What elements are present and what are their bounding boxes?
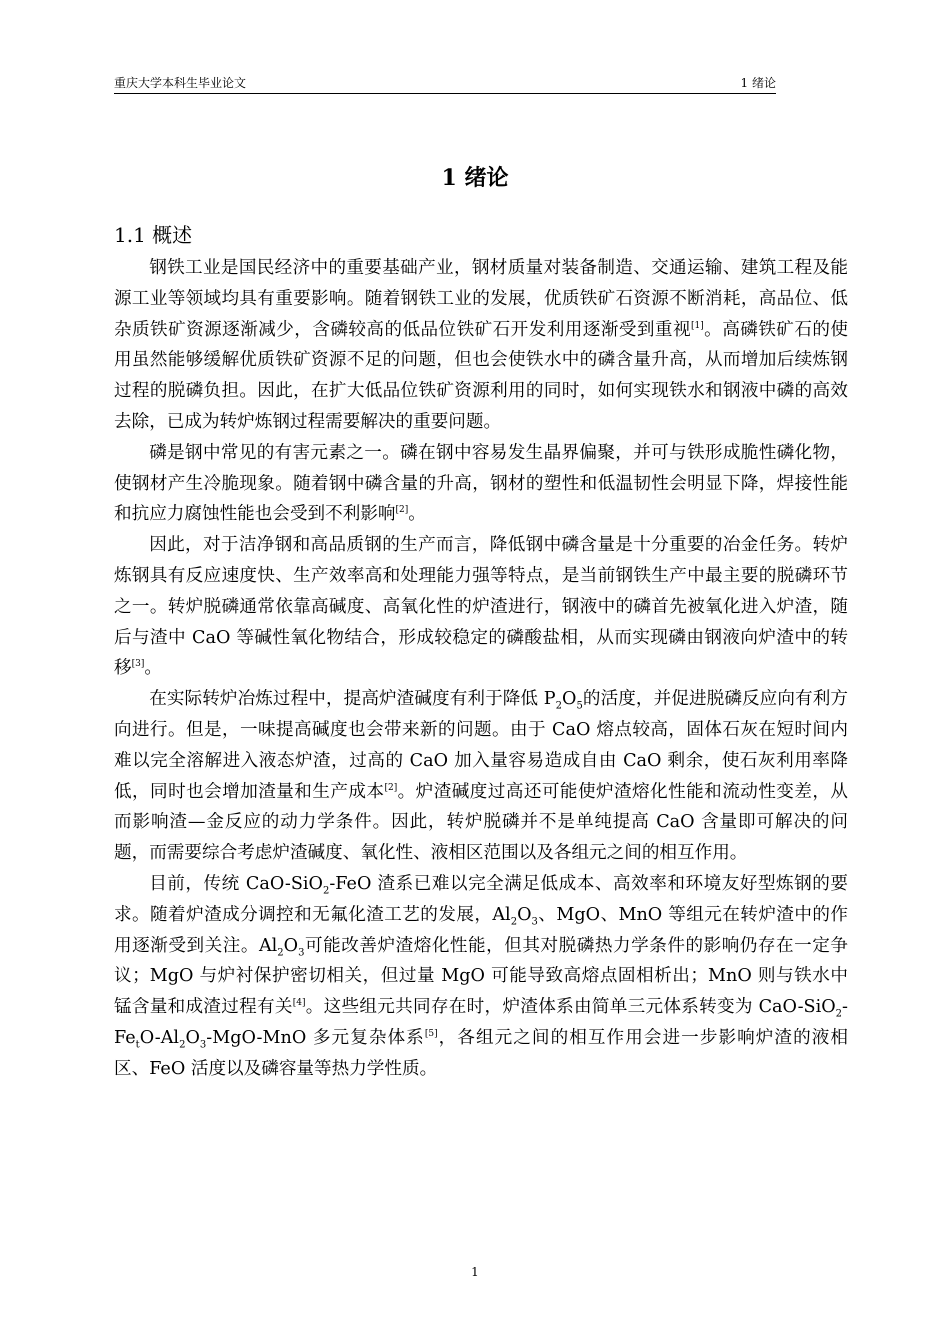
paragraph-text-run: -MgO-MnO 多元复杂体系 — [206, 1027, 425, 1048]
paragraph-text-run: O-Al — [139, 1027, 180, 1048]
citation-marker: [1] — [690, 320, 704, 331]
paragraph-text-run: 磷是钢中常见的有害元素之一。磷在钢中容易发生晶界偏聚，并可与铁形成脆性磷化物，使钢材产生冷脆现象。随着钢中磷含量的升高，钢材的塑性和低温韧性会明显下降，焊接性能和抗应力腐蚀性能也会受到不利影响 — [114, 442, 848, 525]
paragraph-text-run: O — [517, 904, 532, 925]
paragraph-text-run: 。 — [144, 658, 162, 679]
chemical-subscript: 2 — [277, 947, 284, 959]
paragraph-text-run: 、MgO、MnO 等组元在转炉渣中的作用逐渐受到关注。Al — [114, 904, 848, 956]
header-chapter-name: 1 绪论 — [740, 76, 776, 90]
paragraph-text-run: 目前，传统 CaO-SiO — [149, 873, 323, 894]
body-text — [114, 253, 848, 1085]
citation-marker: [3] — [131, 659, 145, 670]
paragraph-text-run: 。这些组元共同存在时，炉渣体系由简单三元体系转变为 CaO-SiO — [305, 997, 836, 1018]
chemical-subscript: 2 — [179, 1039, 186, 1051]
header-thesis-name: 重庆大学本科生毕业论文 — [114, 76, 247, 90]
citation-marker: [4] — [292, 998, 306, 1009]
paragraph-text-run: 可能改善炉渣熔化性能，但其对脱磷热力学条件的影响仍存在一定争议；MgO 与炉衬保护密切相关，但过量 MgO 可能导致高熔点固相析出；MnO 则与铁水中锰含量和成渣过程有关 — [114, 935, 848, 1018]
chemical-subscript: 2 — [835, 1008, 843, 1020]
section-title: 1.1 概述 — [114, 223, 193, 247]
running-header — [114, 75, 776, 94]
chemical-subscript: 2 — [510, 916, 518, 928]
body-paragraph — [114, 253, 848, 438]
chemical-subscript: 3 — [531, 916, 538, 928]
body-paragraph — [114, 869, 848, 1085]
body-paragraph — [114, 530, 848, 684]
chemical-subscript: 5 — [576, 700, 583, 712]
citation-marker: [2] — [395, 505, 409, 516]
paragraph-text-run: -Fe — [114, 997, 848, 1048]
chemical-subscript: t — [135, 1039, 140, 1051]
paragraph-text-run: 的活度，并促进脱磷反应向有利方向进行。但是，一味提高碱度也会带来新的问题。由于 CaO 熔点较高，固体石灰在短时间内难以完全溶解进入液态炉渣，过高的 CaO 加入量容易造成自由 CaO 剩余，使石灰利用率降低，同时也会增加渣量和生产成本 — [114, 689, 848, 802]
chemical-subscript: 3 — [298, 947, 305, 959]
paragraph-text-run: 在实际转炉冶炼过程中，提高炉渣碱度有利于降低 P — [149, 689, 556, 710]
paragraph-text-run: 。炉渣碱度过高还可能使炉渣熔化性能和流动性变差，从而影响渣—金反应的动力学条件。因此，转炉脱磷并不是单纯提高 CaO 含量即可解决的问题，而需要综合考虑炉渣碱度、氧化性、液相区范围以及各组元之间的相互作用。 — [114, 781, 848, 864]
chemical-subscript: 3 — [199, 1039, 207, 1051]
page-number: 1 — [471, 1265, 479, 1279]
paragraph-text-run: 。高磷铁矿石的使用虽然能够缓解优质铁矿资源不足的问题，但也会使铁水中的磷含量升高，从而增加后续炼钢过程的脱磷负担。因此，在扩大低品位铁矿资源利用的同时，如何实现铁水和钢液中磷的高效去除，已成为转炉炼钢过程需要解决的重要问题。 — [114, 319, 848, 432]
chemical-subscript: 2 — [555, 700, 562, 712]
chapter-title: 1 绪论 — [441, 165, 509, 191]
citation-marker: [5] — [424, 1029, 438, 1040]
body-paragraph — [114, 684, 848, 869]
paragraph-text-run: 钢铁工业是国民经济中的重要基础产业，钢材质量对装备制造、交通运输、建筑工程及能源工业等领域均具有重要影响。随着钢铁工业的发展，优质铁矿石资源不断消耗，高品位、低杂质铁矿资源逐渐减少，含磷较高的低品位铁矿石开发利用逐渐受到重视 — [114, 258, 848, 340]
paragraph-text-run: 。 — [408, 504, 426, 525]
paragraph-text-run: ，各组元之间的相互作用会进一步影响炉渣的液相区、FeO 活度以及磷容量等热力学性质。 — [114, 1027, 848, 1079]
paragraph-text-run: O — [562, 689, 577, 710]
paragraph-text-run: O — [283, 935, 299, 956]
body-paragraph — [114, 438, 848, 530]
paragraph-text-run: O — [185, 1027, 200, 1048]
chemical-subscript: 2 — [322, 885, 330, 897]
paragraph-text-run: -FeO 渣系已难以完全满足低成本、高效率和环境友好型炼钢的要求。随着炉渣成分调控和无氟化渣工艺的发展，Al — [114, 873, 848, 925]
paragraph-text-run: 因此，对于洁净钢和高品质钢的生产而言，降低钢中磷含量是十分重要的冶金任务。转炉炼钢具有反应速度快、生产效率高和处理能力强等特点，是当前钢铁生产中最主要的脱磷环节之一。转炉脱磷通常依靠高碱度、高氧化性的炉渣进行，钢液中的磷首先被氧化进入炉渣，随后与渣中 CaO 等碱性氧化物结合，形成较稳定的磷酸盐相，从而实现磷由钢液向炉渣中的转移 — [114, 535, 848, 679]
citation-marker: [2] — [384, 782, 398, 793]
